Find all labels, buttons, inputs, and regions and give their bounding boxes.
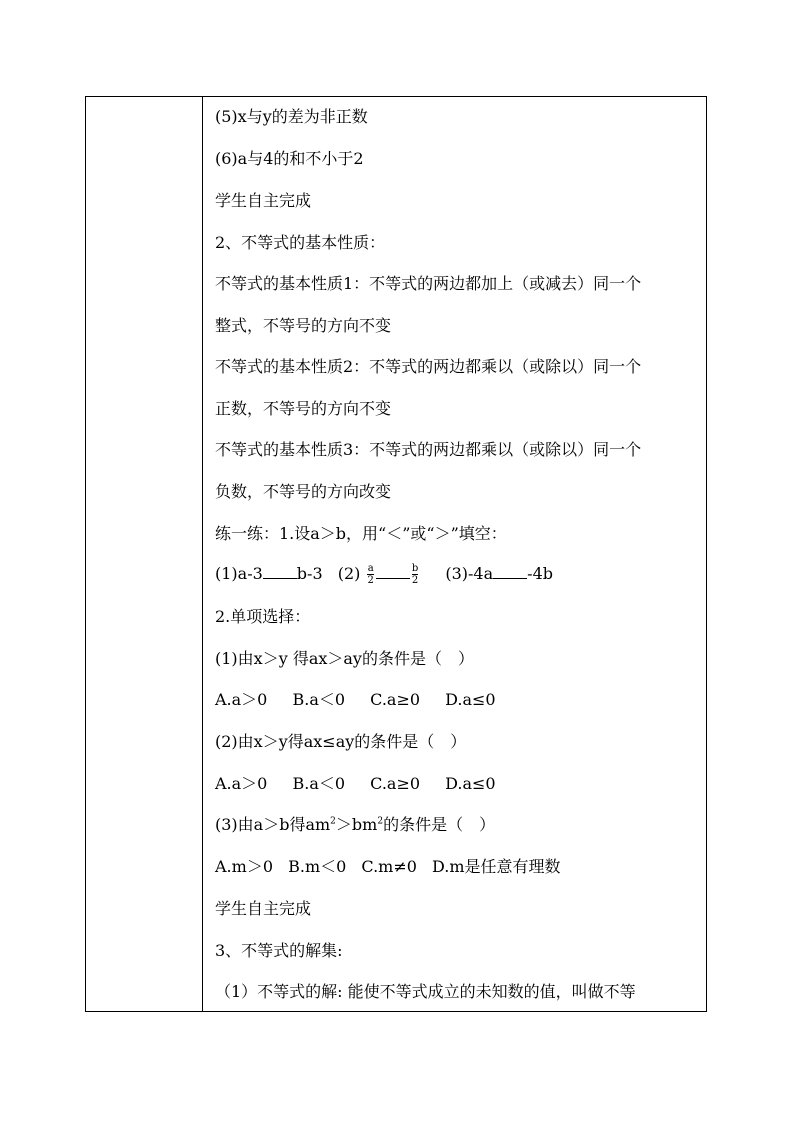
exercise-heading: 2.单项选择： bbox=[215, 607, 311, 626]
text-line: （1）不等式的解: 能使不等式成立的未知数的值，叫做不等 bbox=[215, 982, 636, 1001]
choice-option[interactable]: C.m≠0 bbox=[361, 857, 417, 876]
question-3-part: (3)由a＞b得am bbox=[215, 815, 331, 834]
text-line: 负数，不等号的方向改变 bbox=[215, 482, 392, 501]
choice-option[interactable]: D.a≤0 bbox=[445, 690, 496, 709]
choice-option[interactable]: A.a＞0 bbox=[215, 690, 268, 709]
question-1: (1)由x＞y 得ax＞ay的条件是（ ） bbox=[215, 649, 474, 668]
text-line: 整式，不等号的方向不变 bbox=[215, 316, 392, 335]
fill-in-part-1: (1)a-3 bbox=[215, 564, 263, 583]
fill-in-part-3-right: -4b bbox=[527, 564, 553, 583]
choice-option[interactable]: B.m＜0 bbox=[288, 857, 347, 876]
fraction-a-over-2 bbox=[367, 563, 373, 586]
text-line: 学生自主完成 bbox=[215, 899, 312, 918]
section-heading: 2、不等式的基本性质： bbox=[215, 233, 386, 252]
question-3-part: 的条件是（ ） bbox=[383, 815, 496, 834]
question-3 bbox=[215, 815, 495, 835]
text-line: (6)a与4的和不小于2 bbox=[215, 149, 364, 168]
text-line: (5)x与y的差为非正数 bbox=[215, 107, 368, 126]
lesson-table bbox=[85, 96, 707, 1012]
choice-option[interactable]: C.a≥0 bbox=[370, 690, 421, 709]
fraction-denominator: 2 bbox=[411, 575, 419, 586]
choice-option[interactable]: D.a≤0 bbox=[445, 774, 496, 793]
fill-in-part-3: (3)-4a bbox=[445, 564, 494, 583]
question-3-part: ＞bm bbox=[335, 815, 378, 834]
column-divider bbox=[202, 97, 203, 1011]
text-line: 不等式的基本性质2：不等式的两边都乘以（或除以）同一个 bbox=[215, 357, 642, 376]
superscript-2: 2 bbox=[377, 816, 384, 827]
text-line: 学生自主完成 bbox=[215, 191, 312, 210]
choices-q3 bbox=[215, 857, 561, 877]
fraction-numerator: b bbox=[411, 563, 419, 574]
text-line: 正数，不等号的方向不变 bbox=[215, 399, 392, 418]
answer-blank[interactable] bbox=[263, 564, 297, 579]
choice-option[interactable]: B.a＜0 bbox=[292, 690, 346, 709]
choice-option[interactable]: B.a＜0 bbox=[292, 774, 346, 793]
choices-q1 bbox=[215, 690, 496, 710]
choices-q2 bbox=[215, 774, 496, 794]
section-heading: 3、不等式的解集: bbox=[215, 941, 343, 960]
answer-blank[interactable] bbox=[493, 564, 527, 579]
fill-in-row bbox=[215, 563, 553, 586]
text-line: 不等式的基本性质1：不等式的两边都加上（或减去）同一个 bbox=[215, 274, 642, 293]
choice-option[interactable]: C.a≥0 bbox=[370, 774, 421, 793]
fraction-numerator: a bbox=[367, 563, 374, 574]
superscript-2: 2 bbox=[330, 816, 336, 827]
fill-in-part-2: (2) bbox=[337, 564, 361, 583]
answer-blank[interactable] bbox=[376, 564, 410, 579]
question-2: (2)由x＞y得ax≤ay的条件是（ ） bbox=[215, 732, 467, 751]
choice-option[interactable]: A.m＞0 bbox=[215, 857, 273, 876]
fraction-b-over-2 bbox=[412, 563, 418, 586]
choice-option[interactable]: A.a＞0 bbox=[215, 774, 268, 793]
fill-in-part-1-right: b-3 bbox=[296, 564, 323, 583]
fraction-denominator: 2 bbox=[367, 575, 374, 586]
choice-option[interactable]: D.m是任意有理数 bbox=[432, 857, 561, 876]
exercise-heading: 练一练：1.设a＞b，用“＜”或“＞”填空： bbox=[215, 524, 507, 543]
text-line: 不等式的基本性质3：不等式的两边都乘以（或除以）同一个 bbox=[215, 440, 642, 459]
